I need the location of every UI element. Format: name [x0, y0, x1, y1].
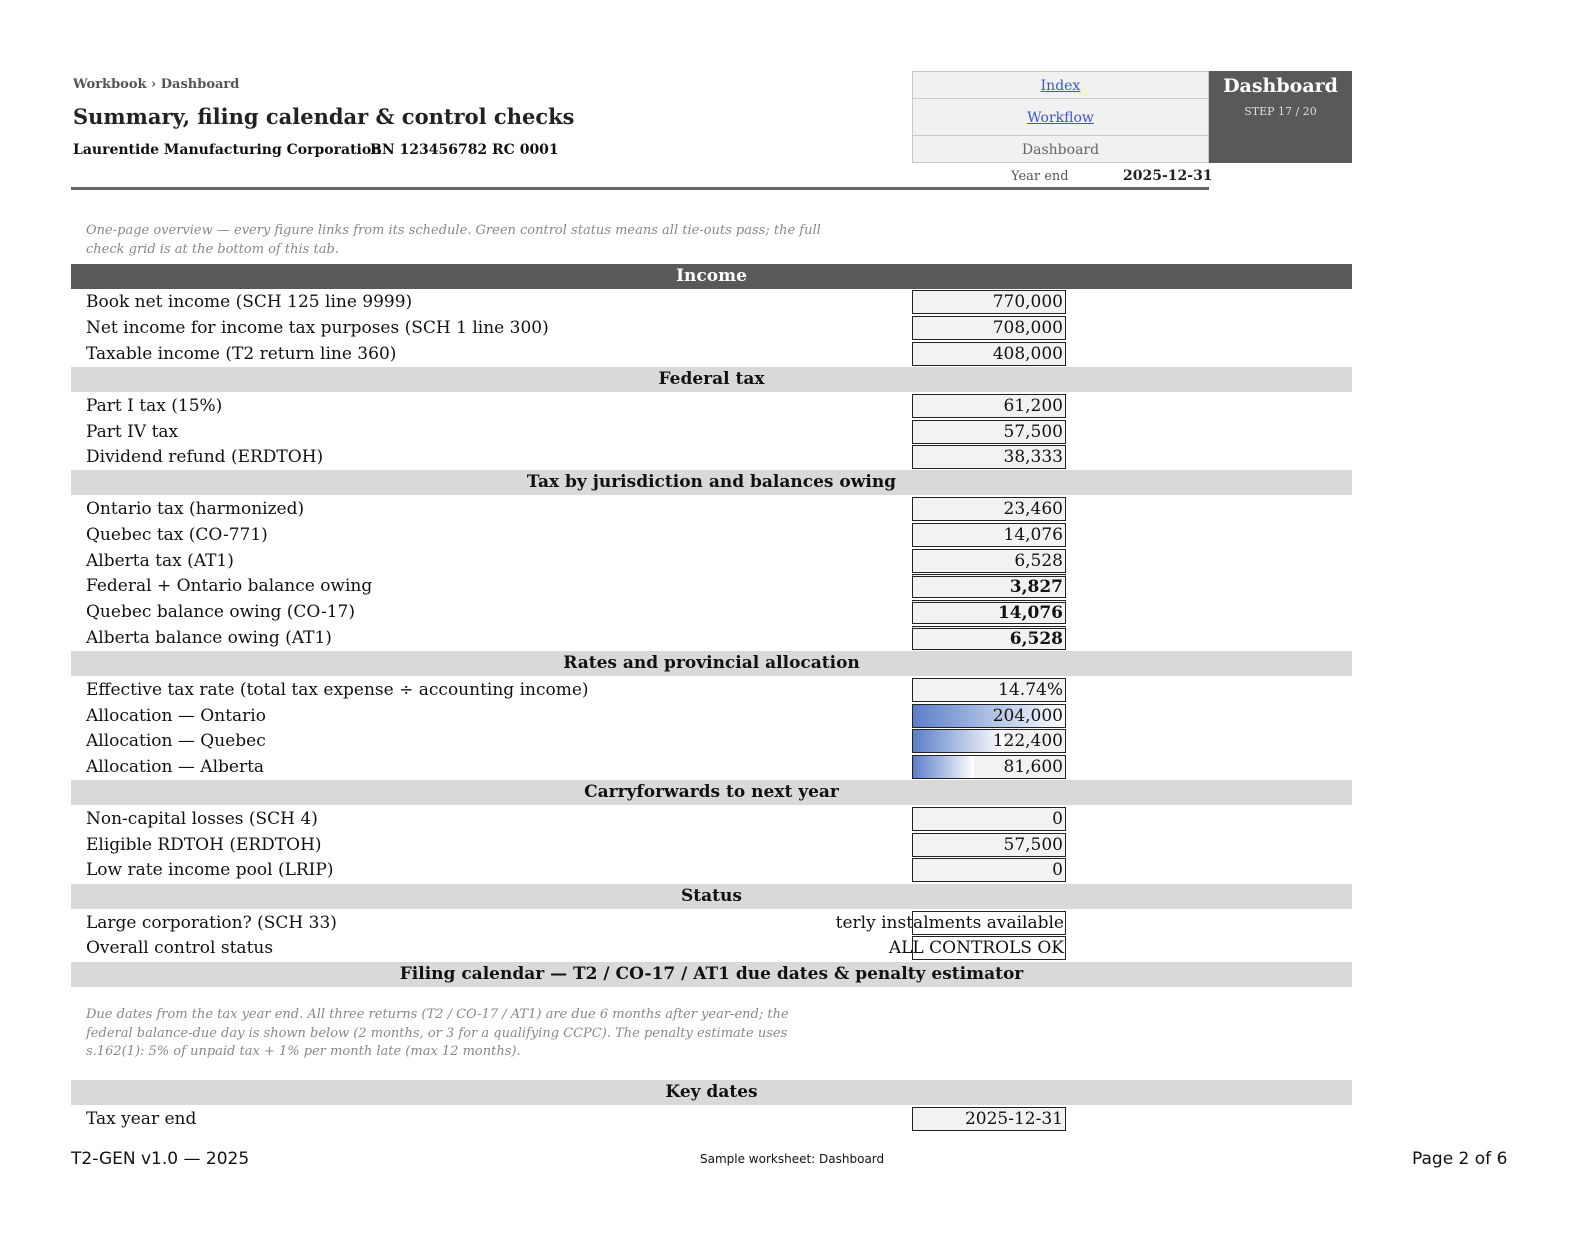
value-cell[interactable]: 23,460	[912, 497, 1066, 521]
nav-index-link[interactable]: Index	[1040, 78, 1081, 94]
value-cell[interactable]: 408,000	[912, 342, 1066, 366]
row-label: Eligible RDTOH (ERDTOH)	[86, 835, 322, 855]
databar-value: 122,400	[992, 731, 1063, 751]
section-header-status: Status	[71, 884, 1352, 909]
nav-workflow-link[interactable]: Workflow	[1027, 110, 1094, 126]
databar-cell[interactable]	[912, 704, 1066, 728]
step-indicator: STEP 17 / 20	[1244, 105, 1317, 118]
row-label: Non-capital losses (SCH 4)	[86, 809, 318, 829]
databar-value: 204,000	[992, 706, 1063, 726]
section-header-income: Income	[71, 264, 1352, 289]
databar-fill	[913, 756, 974, 778]
row-label: Low rate income pool (LRIP)	[86, 860, 334, 880]
value-cell[interactable]: 0	[912, 807, 1066, 831]
row-label: Allocation — Alberta	[86, 757, 265, 777]
row-label: Part I tax (15%)	[86, 396, 223, 416]
company-name: Laurentide Manufacturing Corporation	[73, 142, 382, 158]
row-label: Taxable income (T2 return line 360)	[86, 344, 397, 364]
filing-note: Due dates from the tax year end. All three returns (T2 / CO-17 / AT1) are due 6 months after year-end; the federal balance-due day is shown below (2 months, or 3 for a qualifying CCPC). The penalty estimate uses s.162(1): 5% of unpaid tax + 1% per month late (max 12 months).	[86, 1007, 789, 1059]
value-cell[interactable]: 770,000	[912, 290, 1066, 314]
row-label: Allocation — Quebec	[86, 731, 266, 751]
value-cell[interactable]: 2025-12-31	[912, 1107, 1066, 1131]
year-end-label: Year end	[1011, 169, 1069, 184]
nav-workflow-cell	[912, 98, 1209, 136]
section-header-carryforwards: Carryforwards to next year	[71, 780, 1352, 805]
databar-fill	[913, 730, 1004, 752]
row-label: Net income for income tax purposes (SCH 1 line 300)	[86, 318, 549, 338]
section-header-federal: Federal tax	[71, 367, 1352, 392]
value-cell[interactable]: 57,500	[912, 833, 1066, 857]
value-cell[interactable]: 57,500	[912, 420, 1066, 444]
page-title: Summary, filing calendar & control checks	[73, 104, 575, 129]
breadcrumb: Workbook › Dashboard	[73, 77, 240, 92]
intro-note: One-page overview — every figure links from its schedule. Green control status means all tie-outs pass; the full check grid is at the bottom of this tab.	[86, 223, 821, 257]
row-label: Tax year end	[86, 1109, 197, 1129]
section-header-jurisdiction: Tax by jurisdiction and balances owing	[71, 470, 1352, 495]
control-status: ALL CONTROLS OK	[888, 938, 1064, 958]
row-label: Overall control status	[86, 938, 274, 958]
section-header-filing: Filing calendar — T2 / CO-17 / AT1 due dates & penalty estimator	[71, 962, 1352, 987]
row-label: Part IV tax	[86, 422, 179, 442]
row-label: Ontario tax (harmonized)	[86, 499, 305, 519]
nav-current-cell	[912, 135, 1209, 163]
row-label: Alberta tax (AT1)	[86, 551, 234, 571]
row-label: Book net income (SCH 125 line 9999)	[86, 292, 413, 312]
nav-current-label: Dashboard	[1021, 142, 1100, 158]
section-header-keydates: Key dates	[71, 1080, 1352, 1105]
business-number: BN 123456782 RC 0001	[370, 142, 559, 158]
row-label: Large corporation? (SCH 33)	[86, 913, 337, 933]
total-cell[interactable]: 14,076	[912, 600, 1066, 624]
value-cell[interactable]: 708,000	[912, 316, 1066, 340]
value-cell[interactable]: 14.74%	[912, 678, 1066, 702]
row-label: Quebec tax (CO-771)	[86, 525, 268, 545]
page-number: Page 2 of 6	[1412, 1149, 1508, 1169]
header-divider	[71, 187, 1209, 190]
value-cell[interactable]: 0	[912, 858, 1066, 882]
databar-cell[interactable]	[912, 755, 1066, 779]
databar-cell[interactable]	[912, 729, 1066, 753]
value-cell[interactable]: 61,200	[912, 394, 1066, 418]
row-label: Alberta balance owing (AT1)	[86, 628, 332, 648]
value-cell[interactable]: 14,076	[912, 523, 1066, 547]
row-label: Allocation — Ontario	[86, 706, 266, 726]
year-end-value: 2025-12-31	[1123, 168, 1213, 184]
value-cell[interactable]: 6,528	[912, 549, 1066, 573]
nav-index-cell	[912, 71, 1209, 99]
footer-version: T2-GEN v1.0 — 2025	[71, 1149, 250, 1169]
row-label: Dividend refund (ERDTOH)	[86, 447, 324, 467]
large-corp-status: terly instalments available	[835, 913, 1064, 933]
databar-value: 81,600	[1003, 757, 1063, 777]
sheet-title: Dashboard	[1223, 75, 1338, 97]
section-header-rates: Rates and provincial allocation	[71, 651, 1352, 676]
row-label: Quebec balance owing (CO-17)	[86, 602, 356, 622]
total-cell[interactable]: 3,827	[912, 574, 1066, 598]
row-label: Federal + Ontario balance owing	[86, 576, 373, 596]
value-cell[interactable]: 38,333	[912, 445, 1066, 469]
sheet-badge	[1209, 71, 1352, 163]
total-cell[interactable]: 6,528	[912, 626, 1066, 650]
footer-sheet-name: Sample worksheet: Dashboard	[700, 1152, 885, 1166]
row-label: Effective tax rate (total tax expense ÷ accounting income)	[86, 680, 589, 700]
